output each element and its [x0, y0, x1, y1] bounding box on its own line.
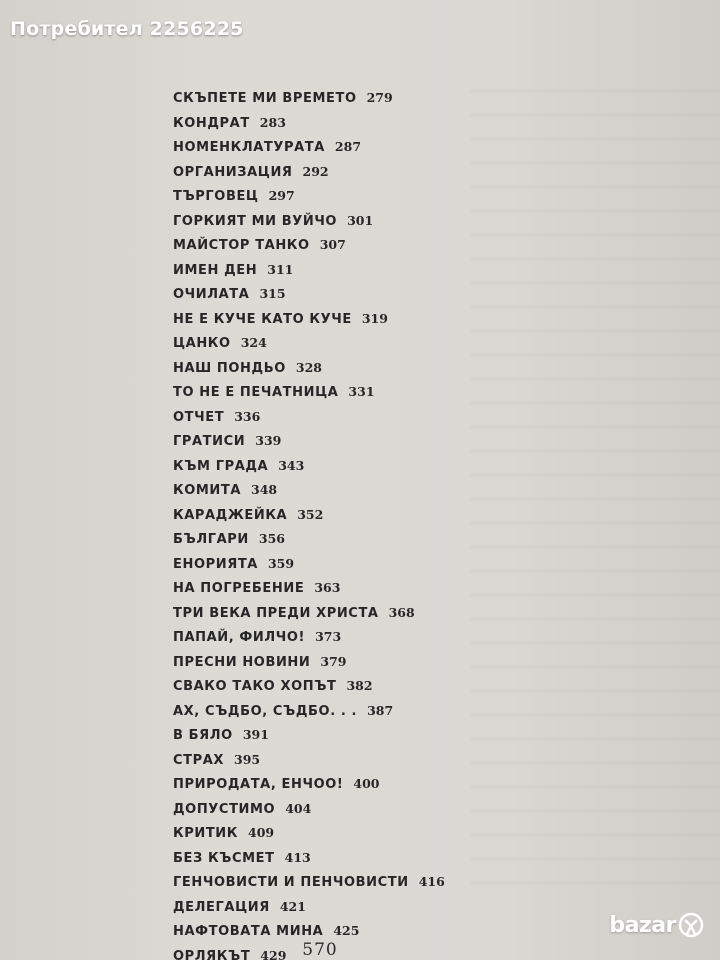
- toc-entry-page: 348: [251, 482, 278, 497]
- toc-entry-title: В БЯЛО: [173, 728, 233, 743]
- toc-entry-page: 331: [348, 384, 375, 399]
- toc-entry-page: 404: [285, 800, 312, 816]
- toc-entry: [173, 699, 513, 724]
- toc-entry: [173, 209, 513, 234]
- toc-entry: [173, 111, 513, 136]
- toc-entry: [173, 625, 513, 650]
- toc-entry: [173, 552, 513, 577]
- toc-entry-page: 352: [297, 506, 324, 522]
- toc-entry-title: ОТЧЕТ: [173, 409, 225, 425]
- toc-entry-page: 359: [267, 555, 295, 571]
- toc-entry-page: 324: [240, 335, 267, 350]
- toc-entry-page: 416: [418, 874, 445, 889]
- toc-entry-title: ЕНОРИЯТА: [173, 556, 258, 572]
- user-watermark: Потребител 2256225: [10, 18, 244, 40]
- toc-entry-page: 311: [267, 261, 294, 277]
- toc-entry: [173, 184, 513, 209]
- toc-entry-page: 395: [234, 751, 261, 767]
- toc-entry-title: АХ, СЪДБО, СЪДБО. . .: [173, 703, 358, 719]
- toc-entry: [173, 821, 513, 846]
- table-of-contents: [173, 86, 513, 960]
- toc-entry: [173, 405, 513, 430]
- toc-entry: [173, 846, 513, 871]
- toc-entry-page: 283: [259, 114, 286, 130]
- toc-entry-title: ИМЕН ДЕН: [173, 262, 258, 278]
- toc-entry-page: 319: [361, 310, 388, 326]
- toc-entry-title: ПАПАЙ, ФИЛЧО!: [173, 630, 306, 645]
- toc-entry: [173, 576, 513, 601]
- toc-entry-title: ГЕНЧОВИСТИ И ПЕНЧОВИСТИ: [173, 875, 409, 890]
- toc-entry-page: 287: [334, 139, 362, 154]
- toc-entry-page: 382: [346, 678, 373, 693]
- toc-entry-title: КЪМ ГРАДА: [173, 458, 269, 474]
- toc-entry: [173, 748, 513, 773]
- toc-entry-page: 409: [248, 825, 275, 840]
- toc-entry: [173, 601, 513, 626]
- toc-entry-title: СТРАХ: [173, 752, 225, 768]
- toc-entry-page: 336: [234, 408, 261, 424]
- toc-entry: [173, 772, 513, 797]
- toc-entry-title: НЕ Е КУЧЕ КАТО КУЧЕ: [173, 311, 352, 327]
- toc-entry-title: ОРЛЯКЪТ: [173, 948, 251, 960]
- toc-entry: [173, 160, 513, 185]
- toc-entry-page: 343: [278, 457, 305, 473]
- toc-entry-title: СВАКО ТАКО ХОПЪТ: [173, 679, 337, 694]
- toc-entry: [173, 356, 513, 381]
- logo-text: bazar: [609, 912, 676, 938]
- toc-entry-title: НАШ ПОНДЬО: [173, 360, 286, 376]
- toc-entry: [173, 650, 513, 675]
- toc-entry: [173, 723, 513, 748]
- toc-entry: [173, 307, 513, 332]
- toc-entry-page: 387: [367, 702, 394, 718]
- toc-entry-title: ЦАНКО: [173, 336, 231, 351]
- toc-entry-title: ПРЕСНИ НОВИНИ: [173, 654, 311, 670]
- toc-entry-title: ТЪРГОВЕЦ: [173, 189, 259, 204]
- toc-entry: [173, 233, 513, 258]
- toc-entry-title: ТРИ ВЕКА ПРЕДИ ХРИСТА: [173, 605, 379, 621]
- toc-entry-page: 400: [353, 776, 380, 791]
- toc-entry-page: 363: [314, 580, 341, 595]
- toc-entry-title: ОЧИЛАТА: [173, 287, 250, 302]
- toc-entry-title: ДОПУСТИМО: [173, 801, 276, 817]
- toc-entry-page: 301: [347, 212, 374, 228]
- toc-entry-title: НОМЕНКЛАТУРАТА: [173, 140, 325, 155]
- toc-entry-page: 279: [366, 90, 393, 105]
- toc-entry: [173, 503, 513, 528]
- toc-entry: [173, 870, 513, 895]
- toc-entry-page: 421: [279, 898, 306, 914]
- toc-entry: [173, 282, 513, 307]
- toc-entry-title: ГОРКИЯТ МИ ВУЙЧО: [173, 213, 338, 229]
- toc-entry-page: 328: [295, 359, 322, 375]
- toc-entry: [173, 86, 513, 111]
- toc-entry-title: ПРИРОДАТА, ЕНЧОО!: [173, 777, 344, 792]
- toc-entry-title: ГРАТИСИ: [173, 434, 246, 449]
- toc-entry: [173, 674, 513, 699]
- toc-entry-title: НА ПОГРЕБЕНИЕ: [173, 581, 305, 596]
- toc-entry: [173, 527, 513, 552]
- toc-entry-title: КРИТИК: [173, 826, 239, 841]
- toc-entry-page: 413: [284, 849, 311, 865]
- toc-entry-title: КОНДРАТ: [173, 115, 250, 131]
- toc-entry: [173, 135, 513, 160]
- toc-entry: [173, 331, 513, 356]
- toc-entry-title: ТО НЕ Е ПЕЧАТНИЦА: [173, 385, 339, 400]
- toc-entry: [173, 380, 513, 405]
- toc-entry-page: 339: [255, 433, 282, 448]
- toc-entry-title: БЕЗ КЪСМЕТ: [173, 850, 275, 866]
- toc-entry: [173, 258, 513, 283]
- toc-entry: [173, 895, 513, 920]
- toc-entry-page: 307: [319, 237, 346, 252]
- ribbon-icon: [678, 912, 704, 938]
- toc-entry: [173, 797, 513, 822]
- toc-entry-page: 373: [315, 629, 342, 644]
- toc-entry-title: КАРАДЖЕЙКА: [173, 507, 288, 523]
- toc-entry-page: 292: [302, 163, 329, 179]
- toc-entry-title: КОМИТА: [173, 483, 242, 498]
- toc-entry: [173, 454, 513, 479]
- toc-entry-page: 429: [260, 947, 287, 960]
- toc-entry-page: 391: [242, 727, 269, 742]
- toc-entry: [173, 429, 513, 454]
- toc-entry-title: ОРГАНИЗАЦИЯ: [173, 164, 293, 180]
- bazar-logo: [609, 912, 704, 938]
- toc-entry-title: ДЕЛЕГАЦИЯ: [173, 899, 270, 915]
- toc-entry-title: СКЪПЕТЕ МИ ВРЕМЕТО: [173, 91, 357, 106]
- toc-entry-title: НАФТОВАТА МИНА: [173, 924, 324, 939]
- toc-entry-title: БЪЛГАРИ: [173, 532, 249, 547]
- toc-entry-page: 425: [333, 923, 360, 938]
- toc-entry-title: МАЙСТОР ТАНКО: [173, 238, 310, 253]
- page-number: 570: [302, 940, 338, 960]
- toc-entry-page: 356: [258, 531, 285, 546]
- toc-entry-page: 297: [268, 188, 295, 203]
- toc-entry-page: 368: [388, 604, 415, 620]
- toc-entry-page: 315: [259, 286, 286, 301]
- toc-entry: [173, 478, 513, 503]
- toc-entry-page: 379: [320, 653, 347, 669]
